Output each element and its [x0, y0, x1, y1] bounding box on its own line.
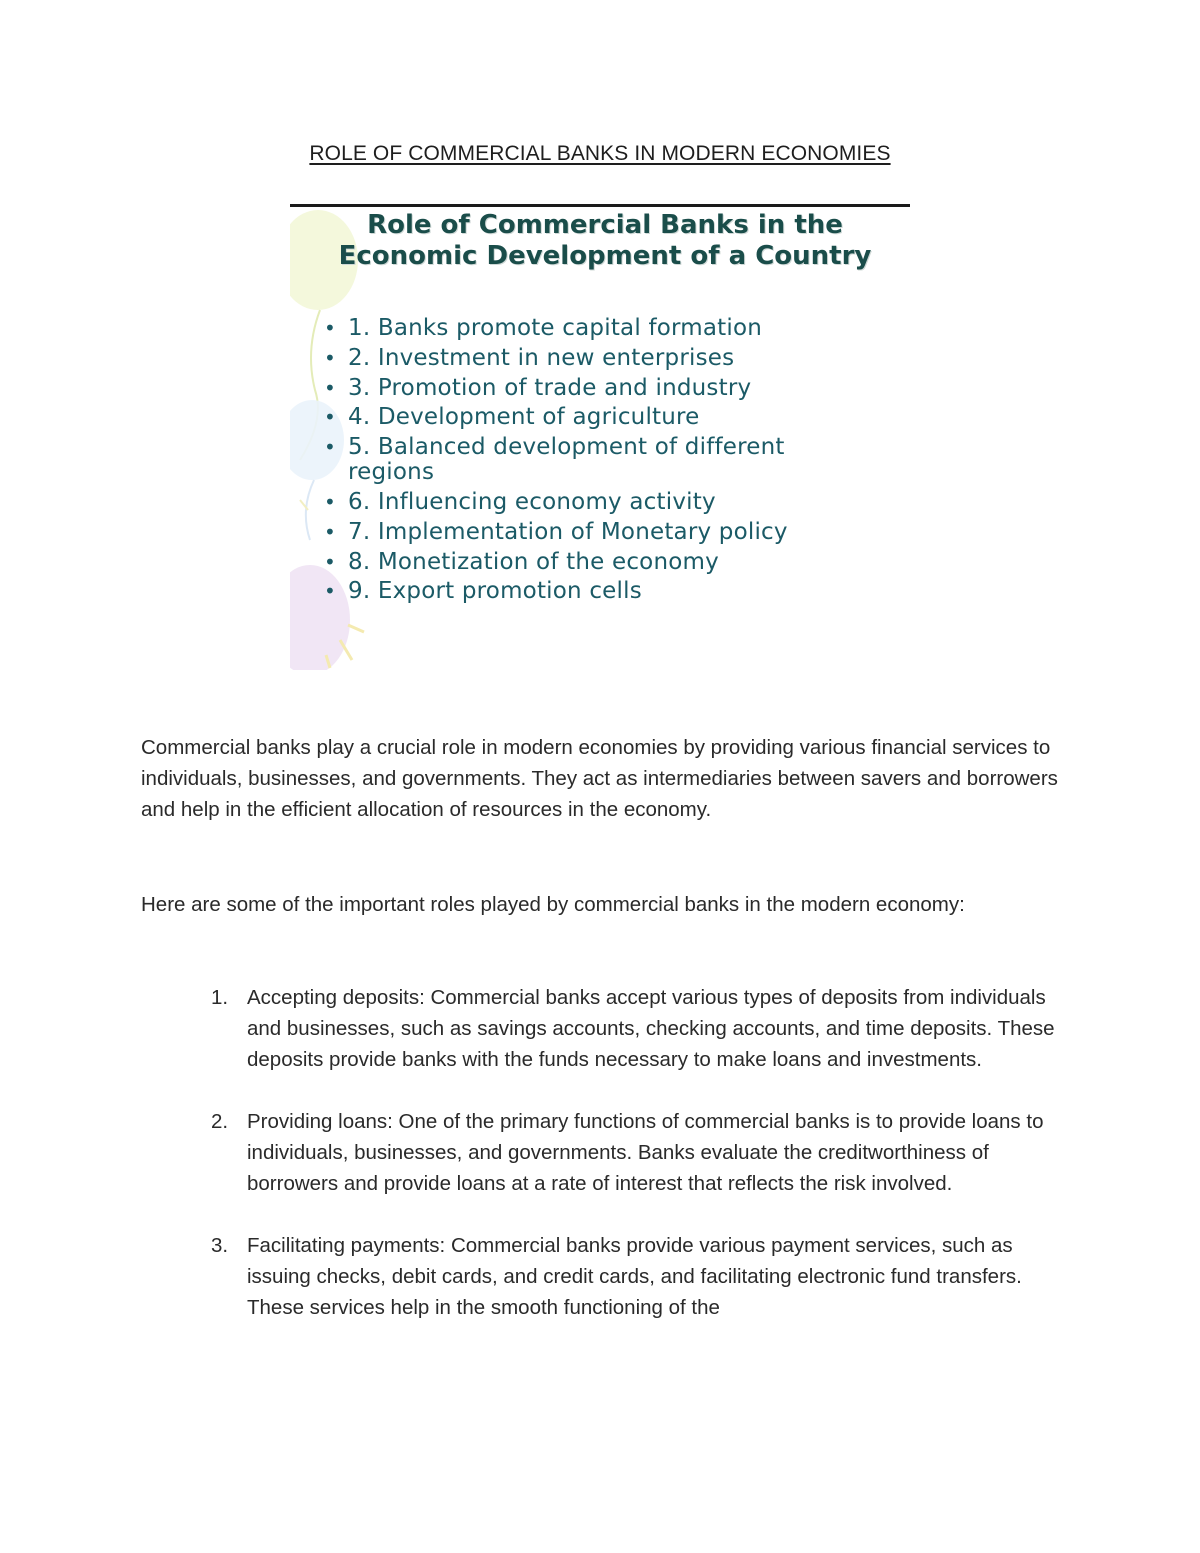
slide-item-text: 8. Monetization of the economy: [348, 548, 719, 575]
list-number: 3.: [211, 1234, 229, 1257]
intro-paragraph: Commercial banks play a crucial role in modern economies by providing various financial services to individuals, businesses, and governments. They act as intermediaries between savers and borrowers and help in the efficient allocation of resources in the economy.: [141, 736, 1058, 821]
list-number: 1.: [211, 986, 229, 1009]
slide-item-text: 5. Balanced development of different regions: [348, 434, 785, 486]
slide-title: Role of Commercial Banks in the Economic Development of a Country: [338, 210, 872, 271]
list-number: 2.: [211, 1110, 229, 1133]
slide-item-text: 4. Development of agriculture: [348, 404, 700, 431]
bullet-icon: •: [324, 435, 336, 460]
page-title: ROLE OF COMMERCIAL BANKS IN MODERN ECONOMIES: [309, 142, 891, 165]
list-item-text: Accepting deposits: Commercial banks accept various types of deposits from individuals and businesses, such as savings accounts, checking accounts, and time deposits. These deposits provide banks with the funds necessary to make loans and investments.: [247, 986, 1055, 1071]
bullet-icon: •: [324, 405, 336, 430]
slide-item-text: 2. Investment in new enterprises: [348, 344, 735, 371]
slide-list-item: [320, 435, 818, 485]
bullet-icon: •: [324, 345, 336, 370]
roles-list: [141, 982, 1071, 1354]
list-item: [141, 982, 1071, 1075]
slide-divider: [290, 204, 910, 207]
slide-item-text: 3. Promotion of trade and industry: [348, 374, 752, 401]
slide-item-text: 7. Implementation of Monetary policy: [348, 518, 788, 545]
list-item: [141, 1106, 1071, 1199]
slide-list-item: [320, 316, 818, 341]
bullet-icon: •: [324, 549, 336, 574]
list-item-text: Providing loans: One of the primary functions of commercial banks is to provide loans to individuals, businesses, and governments. Banks evaluate the creditworthiness of borrowers and provide loans at a rate of interest that reflects the risk involved.: [247, 1110, 1044, 1195]
slide-list: [320, 316, 818, 609]
bullet-icon: •: [324, 375, 336, 400]
slide-list-item: [320, 550, 818, 575]
bullet-icon: •: [324, 316, 336, 340]
bullet-icon: •: [324, 519, 336, 544]
slide-list-item: [320, 520, 818, 545]
list-item: [141, 1230, 1071, 1323]
slide-list-item: [320, 346, 818, 371]
list-item-text: Facilitating payments: Commercial banks provide various payment services, such as issuing checks, debit cards, and credit cards, and facilitating electronic fund transfers. These services help in the smooth functioning of the: [247, 1234, 1022, 1319]
slide-item-text: 6. Influencing economy activity: [348, 488, 716, 515]
slide-item-text: 1. Banks promote capital formation: [348, 315, 763, 341]
roles-intro-paragraph: Here are some of the important roles played by commercial banks in the modern economy:: [141, 893, 965, 916]
slide-list-item: [320, 579, 818, 604]
slide-list-item: [320, 405, 818, 430]
slide-list-item: [320, 490, 818, 515]
slide-list-item: [320, 376, 818, 401]
bullet-icon: •: [324, 579, 336, 604]
slide-image: [290, 200, 912, 670]
bullet-icon: •: [324, 489, 336, 514]
slide-item-text: 9. Export promotion cells: [348, 578, 642, 605]
